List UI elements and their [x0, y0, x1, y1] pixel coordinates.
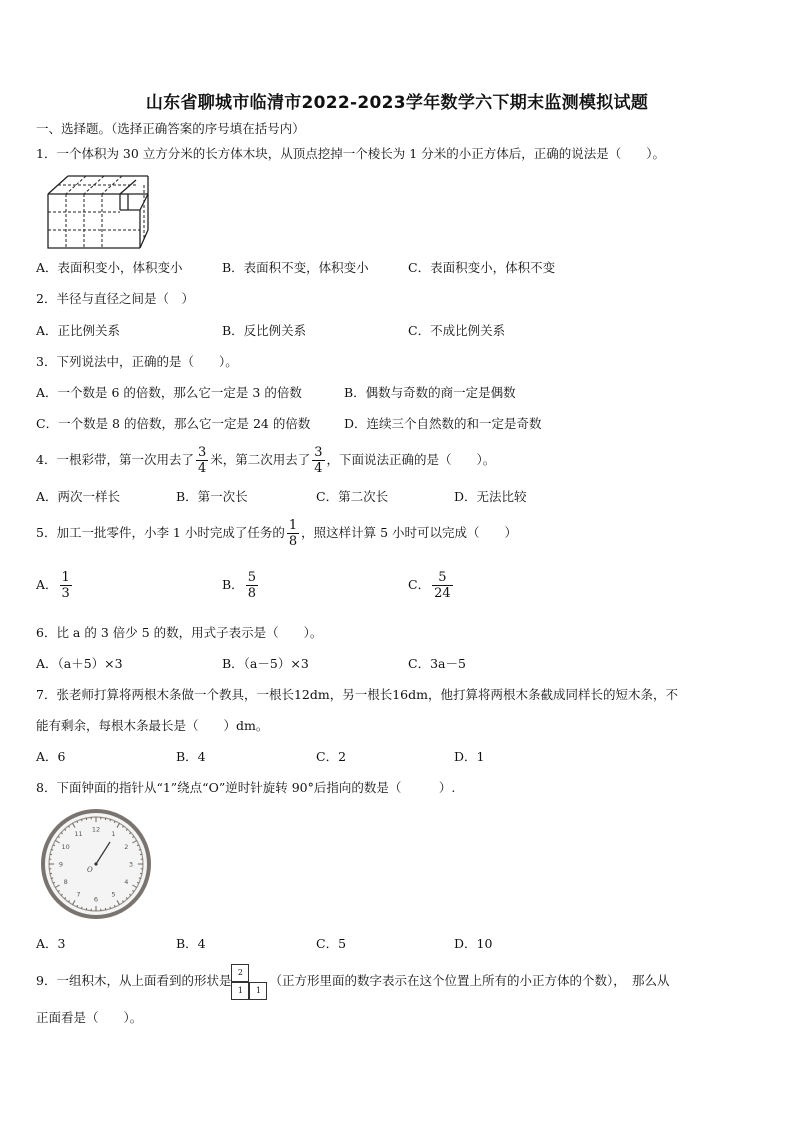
fraction-denominator: 3: [61, 586, 70, 601]
question-6-option-a: A．（a＋5）×3: [36, 656, 123, 671]
clock-number: 4: [124, 877, 129, 886]
question-1-stem: 1．一个体积为 30 立方分米的长方体木块，从顶点挖掉一个棱长为 1 分米的小正方体后，正确的说法是（ ）。: [36, 146, 665, 161]
clock-tick: [81, 907, 82, 909]
question-1-option-b: B．表面积不变，体积变小: [222, 260, 369, 275]
question-8-stem: 8．下面钟面的指针从“1”绕点“O”逆时针旋转 90°后指向的数是（ ）.: [36, 780, 456, 795]
clock-number: 6: [93, 895, 99, 904]
fraction-numerator: 5: [432, 570, 453, 586]
question-1-option-c: C．表面积变小，体积不变: [408, 260, 556, 275]
question-3-option-c: C．一个数是 8 的倍数，那么它一定是 24 的倍数: [36, 416, 311, 431]
question-4-option-d: D．无法比较: [454, 489, 527, 504]
clock-number: 12: [91, 825, 101, 834]
fraction-numerator: 3: [314, 445, 323, 460]
option-label: C．: [408, 577, 431, 592]
question-5-stem: [36, 514, 517, 552]
question-2-option-c: C．不成比例关系: [408, 323, 506, 338]
clock-tick: [139, 849, 141, 850]
question-5-option-a: [36, 566, 74, 604]
option-label: A．: [36, 577, 58, 592]
fraction-denominator: 4: [197, 461, 207, 476]
question-2-option-b: B．反比例关系: [222, 323, 307, 338]
page-title: 山东省聊城市临清市2022-2023学年数学六下期末监测模拟试题: [145, 93, 649, 113]
question-3-option-b: B．偶数与奇数的商一定是偶数: [344, 385, 516, 400]
clock-number: 11: [74, 829, 83, 838]
question-3-option-a: A．一个数是 6 的倍数，那么它一定是 3 的倍数: [36, 385, 302, 400]
question-7-option-d: D．1: [454, 749, 485, 764]
fraction-numerator: 1: [288, 518, 298, 533]
fraction-option-b: [246, 570, 258, 601]
fraction-one-eighth: [287, 518, 299, 549]
question-4-option-c: C．第二次长: [316, 489, 389, 504]
question-5-option-c: [408, 566, 455, 604]
clock-number: 9: [58, 860, 64, 869]
fraction-numerator: 5: [247, 570, 256, 585]
clock-number: 2: [124, 842, 129, 851]
question-8-option-d: D．10: [454, 936, 493, 951]
fraction-numerator: 1: [61, 570, 70, 585]
fraction-three-quarters: [196, 445, 208, 476]
question-9-stem-line-2: 正面看是（ ）。: [36, 1010, 143, 1025]
question-7-stem-line-2: 能有剩余，每根木条最长是（ ）dm。: [36, 718, 269, 733]
question-5-text-1: 5．加工一批零件，小李 1 小时完成了任务的: [36, 525, 285, 540]
question-4-text-3: ，下面说法正确的是（ ）。: [326, 452, 496, 467]
question-4-option-a: A．两次一样长: [36, 489, 121, 504]
question-7-option-c: C．2: [316, 749, 347, 764]
question-5-option-b: [222, 566, 260, 604]
question-2-option-a: A．正比例关系: [36, 323, 121, 338]
clock-tick: [51, 849, 53, 850]
question-5-text-2: ，照这样计算 5 小时可以完成（ ）: [301, 525, 518, 540]
fraction-option-c: [432, 570, 453, 601]
clock-tick: [139, 878, 141, 879]
clock-number: 1: [111, 829, 116, 838]
clock-tick: [110, 907, 111, 909]
question-9-stem: [36, 962, 669, 1000]
clock-number: 8: [63, 877, 68, 886]
question-9-text-1: 9．一组积木，从上面看到的形状是: [36, 973, 232, 988]
question-4-text-2: 米，第二次用去了: [210, 452, 311, 467]
top-view-cell: 1: [231, 982, 249, 1000]
clock-number: 7: [76, 890, 81, 899]
clock-center-label: O: [87, 866, 93, 874]
cuboid-figure: [44, 172, 154, 252]
question-7-option-b: B．4: [176, 749, 206, 764]
question-6-option-b: B．（a－5）×3: [222, 656, 309, 671]
question-7-stem-line-1: 7．张老师打算将两根木条做一个教具，一根长12dm，另一根长16dm，他打算将两根木条截成同样长的短木条，不: [36, 687, 678, 702]
fraction-denominator: 4: [314, 461, 323, 476]
question-4-text-1: 4．一根彩带，第一次用去了: [36, 452, 194, 467]
clock-number: 3: [128, 860, 134, 869]
fraction-three-quarters: [312, 445, 324, 476]
question-8-option-c: C．5: [316, 936, 347, 951]
fraction-numerator: 3: [197, 445, 207, 460]
top-view-cell: 1: [249, 982, 267, 1000]
clock-tick: [110, 819, 111, 821]
question-3-option-d: D．连续三个自然数的和一定是奇数: [344, 416, 542, 431]
question-1-option-a: A．表面积变小，体积变小: [36, 260, 183, 275]
question-4-stem: [36, 441, 495, 479]
question-8-option-b: B．4: [176, 936, 206, 951]
clock-tick: [81, 819, 82, 821]
top-view-cell: 2: [231, 964, 249, 982]
clock-face-figure: [40, 808, 152, 920]
clock-number: 10: [61, 842, 70, 851]
clock-number: 5: [111, 890, 116, 899]
question-9-text-2: （正方形里面的数字表示在这个位置上所有的小正方体的个数）， 那么从: [269, 973, 670, 988]
top-view-grid: [231, 964, 269, 1000]
fraction-denominator: 24: [434, 586, 451, 601]
question-6-stem: 6．比 a 的 3 倍少 5 的数，用式子表示是（ ）。: [36, 625, 323, 640]
question-3-stem: 3．下列说法中，正确的是（ ）。: [36, 354, 238, 369]
question-4-option-b: B．第一次长: [176, 489, 248, 504]
fraction-option-a: [60, 570, 72, 601]
option-label: B．: [222, 577, 244, 592]
question-7-option-a: A．6: [36, 749, 66, 764]
clock-center: [94, 862, 97, 865]
clock-tick: [51, 878, 53, 879]
question-8-option-a: A．3: [36, 936, 66, 951]
section-heading: 一、选择题。（选择正确答案的序号填在括号内）: [36, 121, 305, 136]
question-6-option-c: C．3a－5: [408, 656, 466, 671]
question-2-stem: 2．半径与直径之间是（ ）: [36, 291, 194, 306]
fraction-denominator: 8: [247, 586, 256, 601]
fraction-denominator: 8: [288, 534, 298, 549]
